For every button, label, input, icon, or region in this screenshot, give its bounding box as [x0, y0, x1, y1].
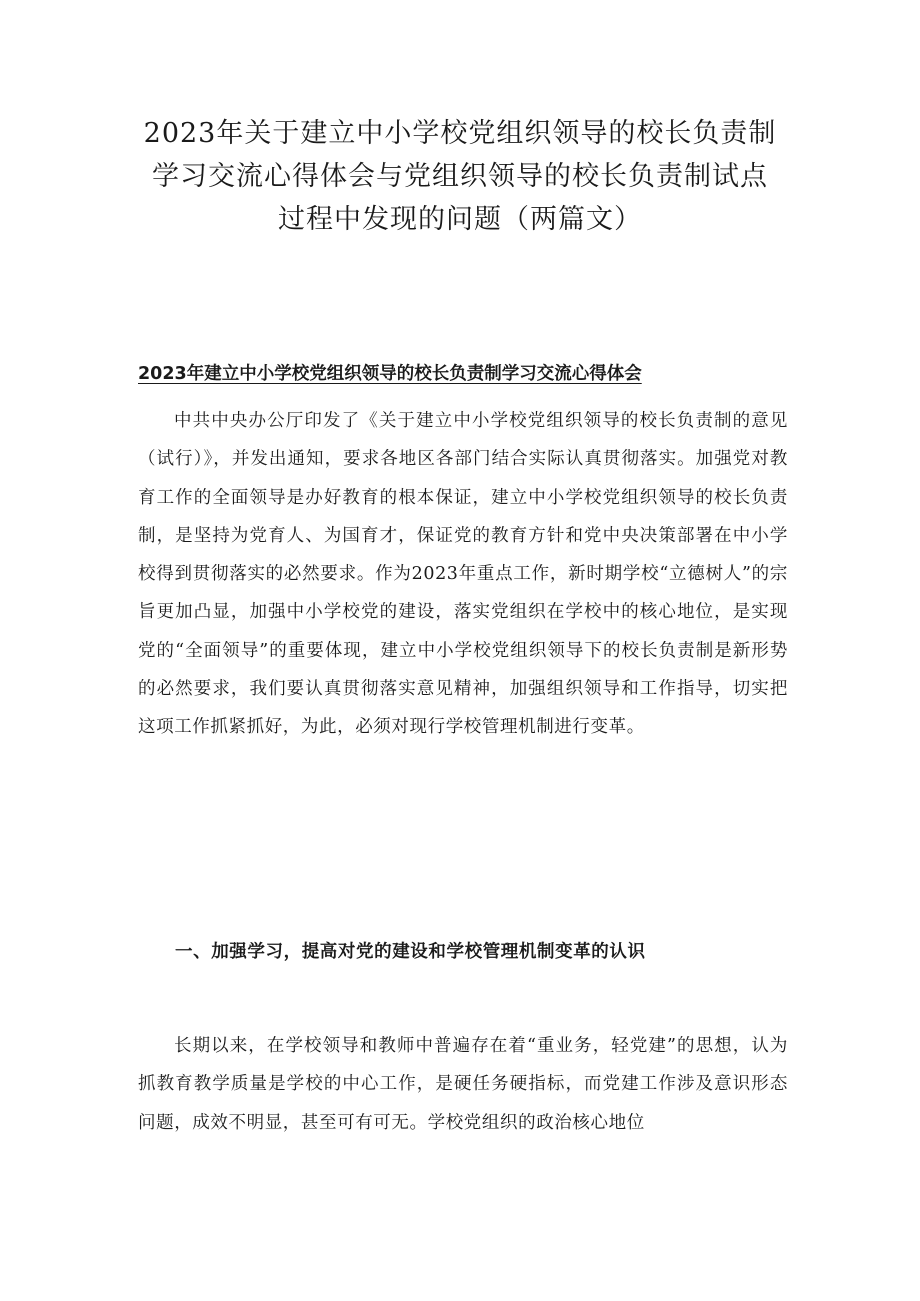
paragraph-section-1: 长期以来，在学校领导和教师中普遍存在着“重业务，轻党建”的思想，认为抓教育教学质量是学校的中心工作，是硬任务硬指标，而党建工作涉及意识形态问题，成效不明显，甚至可有可无。学校党组织的政治核心地位 [138, 1036, 788, 1133]
article-subtitle: 2023年建立中小学校党组织领导的校长负责制学习交流心得体会 [138, 364, 642, 384]
document-title [100, 112, 820, 241]
paragraph-intro: 中共中央办公厅印发了《关于建立中小学校党组织领导的校长负责制的意见（试行）》，并发出通知，要求各地区各部门结合实际认真贯彻落实。加强党对教育工作的全面领导是办好教育的根本保证，建立中小学校党组织领导的校长负责制，是坚持为党育人、为国育才，保证党的教育方针和党中央决策部署在中小学校得到贯彻落实的必然要求。作为2023年重点工作，新时期学校“立德树人”的宗旨更加凸显，加强中小学校党的建设，落实党组织在学校中的核心地位，是实现党的“全面领导”的重要体现，建立中小学校党组织领导下的校长负责制是新形势的必然要求，我们要认真贯彻落实意见精神，加强组织领导和工作指导，切实把这项工作抓紧抓好，为此，必须对现行学校管理机制进行变革。 [138, 411, 788, 738]
title-line-3: 过程中发现的问题（两篇文） [278, 204, 642, 235]
section-heading-1: 一、加强学习，提高对党的建设和学校管理机制变革的认识 [175, 942, 646, 962]
title-line-2: 学习交流心得体会与党组织领导的校长负责制试点 [152, 161, 768, 192]
title-line-1: 2023年关于建立中小学校党组织领导的校长负责制 [143, 118, 777, 149]
